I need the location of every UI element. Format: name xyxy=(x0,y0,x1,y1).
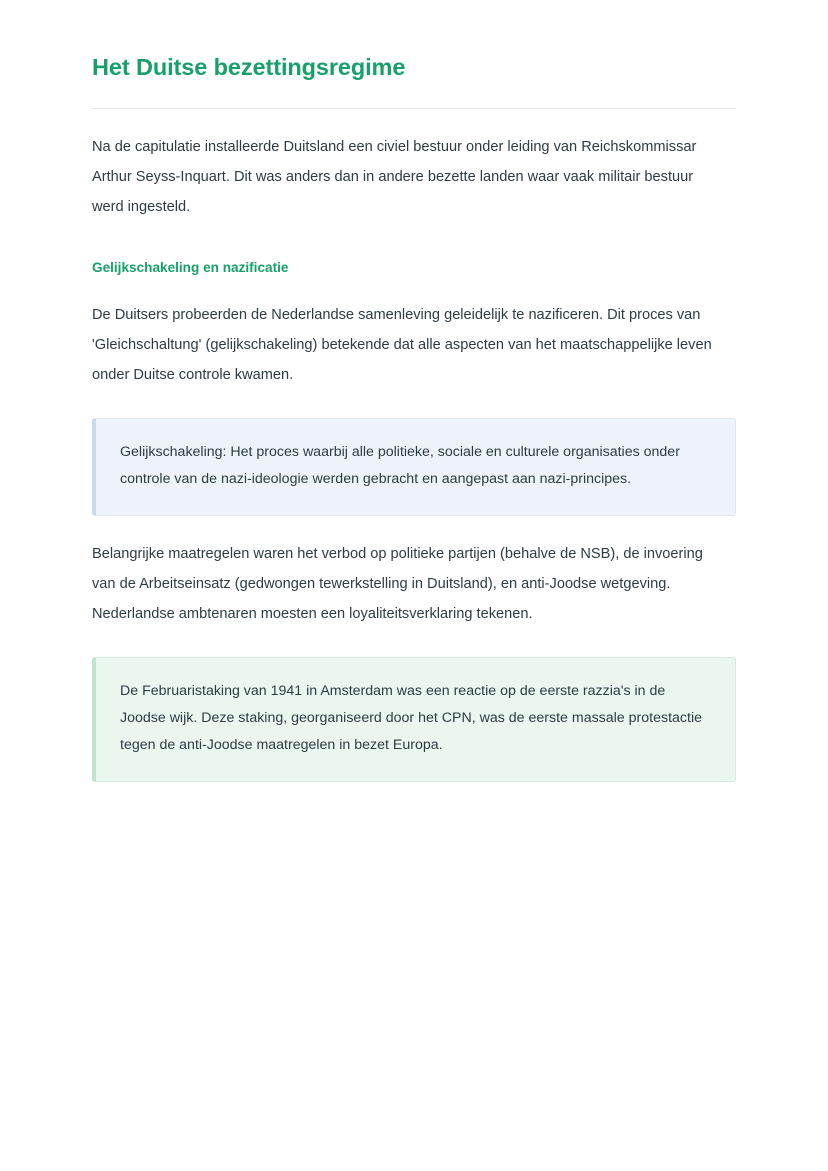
intro-paragraph: Na de capitulatie installeerde Duitsland een civiel bestuur onder leiding van Reichskommissar Arthur Seyss-Inquart. Dit was anders dan in andere bezette landen waar vaak militair bestuur werd ingesteld. xyxy=(92,138,697,215)
section-heading-gelijkschakeling: Gelijkschakeling en nazificatie xyxy=(92,259,289,275)
section-paragraph: De Duitsers probeerden de Nederlandse samenleving geleidelijk te nazificeren. Dit proces van 'Gleichschaltung' (gelijkschakeling) betekende dat alle aspecten van het maatschappelijke leven onder Duitse controle kwamen. xyxy=(92,306,712,383)
fact-callout xyxy=(92,657,736,782)
definition-callout-text: Gelijkschakeling: Het proces waarbij alle politieke, sociale en culturele organisaties onder controle van de nazi-ideologie werden gebracht en aangepast aan nazi-principes. xyxy=(120,443,680,487)
page-title: Het Duitse bezettingsregime xyxy=(92,54,406,80)
measures-paragraph: Belangrijke maatregelen waren het verbod op politieke partijen (behalve de NSB), de invoering van de Arbeitseinsatz (gedwongen tewerkstelling in Duitsland), en anti-Joodse wetgeving. Nederlandse ambtenaren moesten een loyaliteitsverklaring tekenen. xyxy=(92,545,703,622)
title-divider xyxy=(92,108,736,109)
definition-callout xyxy=(92,418,736,516)
fact-callout-text: De Februaristaking van 1941 in Amsterdam was een reactie op de eerste razzia's in de Joodse wijk. Deze staking, georganiseerd door het CPN, was de eerste massale protestactie tegen de anti-Joodse maatregelen in bezet Europa. xyxy=(120,682,702,753)
